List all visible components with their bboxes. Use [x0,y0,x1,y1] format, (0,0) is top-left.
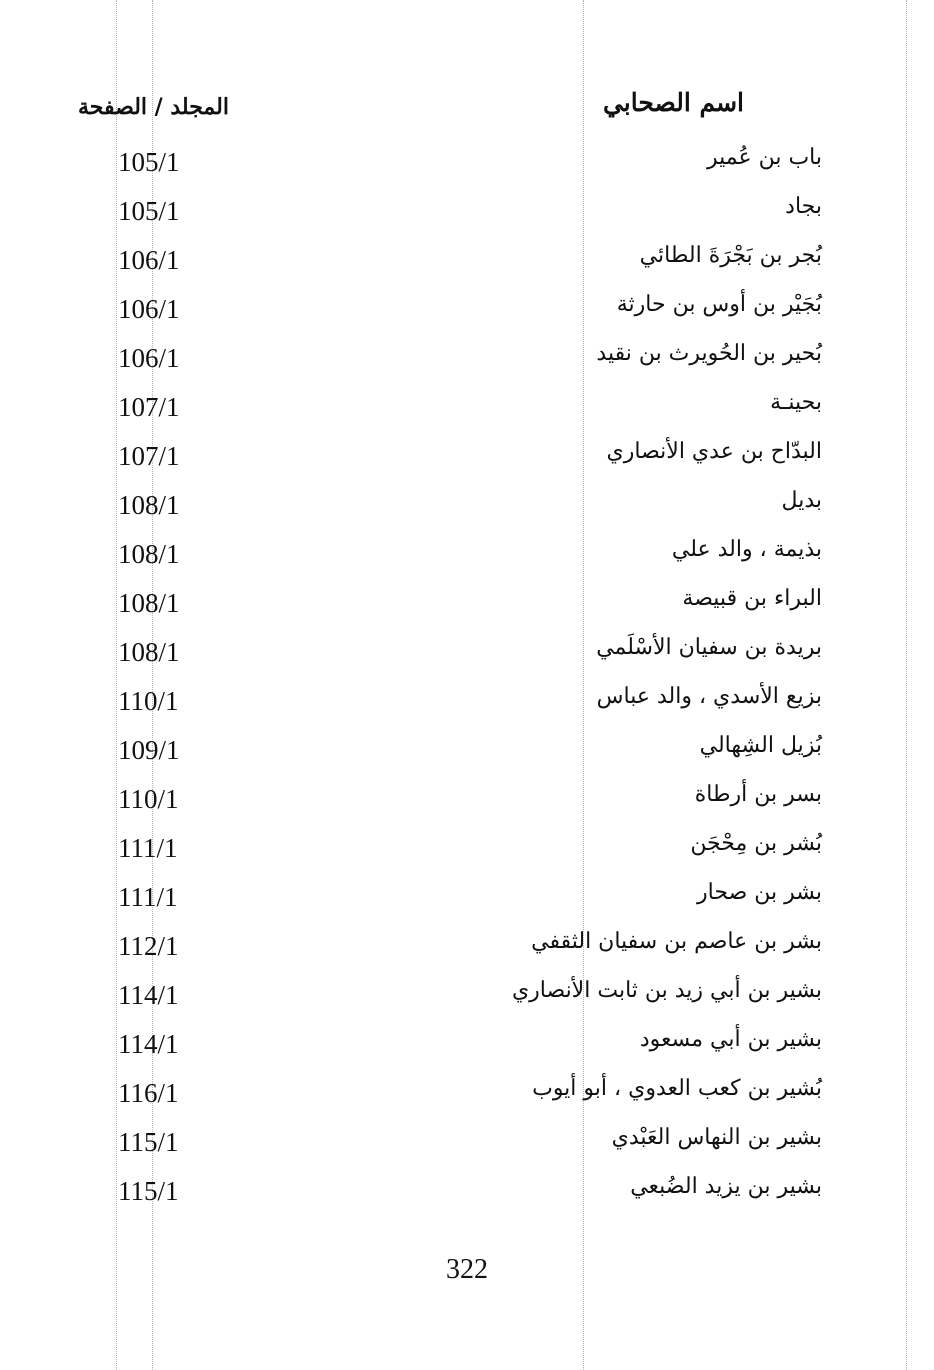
companion-name: بشير بن النهاس العَبْدي [611,1125,822,1150]
table-header [0,88,934,132]
volume-page-ref: 116/1 [118,1078,179,1108]
list-item [0,678,934,727]
list-item [0,972,934,1021]
volume-page-ref: 114/1 [118,980,179,1010]
volume-page-ref: 105/1 [118,196,180,226]
volume-page-ref: 115/1 [118,1127,179,1157]
list-item [0,286,934,335]
companion-name: بُشر بن مِحْجَن [690,831,822,856]
volume-page-ref: 107/1 [118,392,180,422]
list-item [0,188,934,237]
list-item [0,237,934,286]
companion-name: بذيمة ، والد علي [671,537,822,562]
companion-name: بُجَيْر بن أوس بن حارثة [616,292,822,317]
volume-page-ref: 107/1 [118,441,180,471]
volume-page-ref: 108/1 [118,539,180,569]
list-item [0,923,934,972]
volume-page-ref: 108/1 [118,588,180,618]
volume-page-ref: 111/1 [118,882,178,912]
list-item [0,433,934,482]
companion-name: بشر بن عاصم بن سفيان الثقفي [531,929,822,954]
volume-page-ref: 105/1 [118,147,180,177]
list-item [0,482,934,531]
list-item [0,1168,934,1217]
list-item [0,580,934,629]
volume-page-ref: 108/1 [118,490,180,520]
companion-name: بُحير بن الحُويرث بن نقيد [596,341,822,366]
companion-name: بحينـة [770,390,822,415]
companion-name: بسر بن أرطاة [694,782,822,807]
volume-page-ref: 111/1 [118,833,178,863]
name-column-header: اسم الصحابي [602,88,744,117]
companion-name: البراء بن قبيصة [682,586,822,611]
list-item [0,531,934,580]
volume-page-ref: 110/1 [118,784,179,814]
list-item [0,1119,934,1168]
companion-name: بزيع الأسدي ، والد عباس [596,684,822,709]
list-item [0,727,934,776]
volume-page-ref: 106/1 [118,245,180,275]
volume-page-ref: 106/1 [118,294,180,324]
companion-name: بشير بن أبي مسعود [639,1027,822,1052]
list-item [0,1070,934,1119]
companion-name: بشير بن أبي زيد بن ثابت الأنصاري [511,978,822,1003]
companion-name: بُشير بن كعب العدوي ، أبو أيوب [532,1076,822,1101]
companion-name: باب بن عُمير [706,145,822,170]
companion-name: بجاد [785,194,822,219]
volume-page-ref: 112/1 [118,931,179,961]
companion-name: بريدة بن سفيان الأسْلَمي [596,635,822,660]
volume-page-ref: 110/1 [118,686,179,716]
companion-name: البدّاح بن عدي الأنصاري [606,439,822,464]
list-item [0,776,934,825]
volume-page-ref: 115/1 [118,1176,179,1206]
list-item [0,629,934,678]
page-number: 322 [446,1254,488,1285]
volume-page-ref: 106/1 [118,343,180,373]
list-item [0,335,934,384]
volume-page-ref: 114/1 [118,1029,179,1059]
list-item [0,384,934,433]
list-item [0,139,934,188]
ref-column-header: المجلد / الصفحة [78,94,229,120]
list-item [0,874,934,923]
volume-page-ref: 109/1 [118,735,180,765]
companion-name: بشير بن يزيد الضُبعي [630,1174,822,1199]
list-item [0,825,934,874]
companion-name: بشر بن صحار [697,880,822,905]
companion-name: بديل [781,488,822,513]
companion-name: بُزيل الشِهالي [699,733,822,758]
list-item [0,1021,934,1070]
companion-name: بُجر بن بَجْرَةَ الطائي [639,243,822,268]
entries-list [0,139,934,1217]
volume-page-ref: 108/1 [118,637,180,667]
